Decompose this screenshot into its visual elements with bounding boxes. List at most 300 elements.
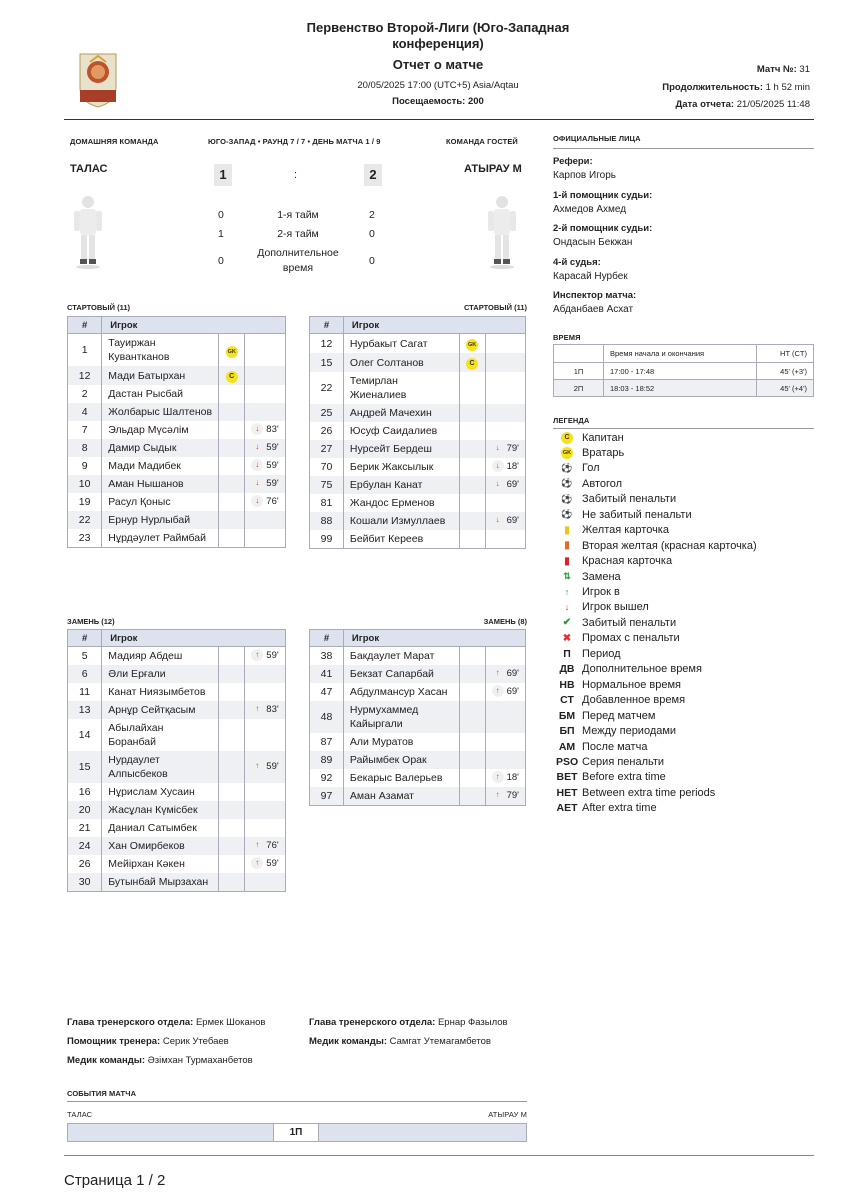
table-row [310,769,526,787]
home-subs-label: ЗАМЕНЬ (12) [67,617,115,626]
legend-label: Перед матчем [582,709,656,722]
legend-item [556,430,624,445]
attendance: Посещаемость: 200 [392,96,484,107]
sub-minute: 83' [266,704,279,715]
table-row [310,647,526,666]
legend-item [556,615,676,630]
col-number-header: # [68,630,102,647]
home-kit-icon [70,193,106,273]
player-name: Али Муратов [343,733,459,751]
player-out-icon: ↓ [492,442,504,454]
player-number: 26 [68,855,102,873]
events-period: 1П [273,1123,319,1142]
player-name: Канат Ниязымбетов [102,683,219,701]
red-card-icon: ▮ [564,555,570,567]
player-name: Нурбакыт Сагат [343,334,459,354]
player-name: Ербулан Канат [343,476,459,494]
legend-item [556,724,676,739]
player-number: 81 [310,494,344,512]
table-row [68,385,286,403]
table-row [68,403,286,421]
player-number: 48 [310,701,344,733]
player-number: 75 [310,476,344,494]
abbr-label: AET [556,802,578,815]
away-staff-item: Медик команды: Самгат Утемагамбетов [309,1036,491,1047]
player-name: Арнұр Сейтқасым [102,701,219,719]
extra-home: 0 [218,255,224,267]
legend-item [556,785,715,800]
half2-label: 2-я тайм [277,228,319,240]
player-number: 97 [310,787,344,806]
table-row [68,439,286,457]
legend-label: Добавленное время [582,694,686,707]
sub-minute: 18' [506,461,519,472]
legend-item [556,538,757,553]
player-name: Нурдаулет Алпысбеков [102,751,219,783]
table-row [310,683,526,701]
legend-label: Красная карточка [582,555,673,568]
substitution-icon: ⇅ [563,571,571,582]
player-number: 89 [310,751,344,769]
away-subs-table [309,629,526,806]
abbr-label: BET [556,771,578,784]
sub-minute: 69' [506,668,519,679]
table-row [68,801,286,819]
player-in-icon: ↑ [251,839,263,851]
table-row [310,701,526,733]
page-number: Страница 1 / 2 [64,1172,166,1189]
player-number: 23 [68,529,102,548]
home-starting-table [67,316,286,548]
player-number: 1 [68,334,102,367]
player-name: Берик Жаксылык [343,458,459,476]
table-row [68,511,286,529]
legend-label: Автогол [582,477,623,490]
time-header-ht: HT (CT) [756,345,813,363]
legend-label: Забитый пенальти [582,616,677,629]
player-number: 4 [68,403,102,421]
legend-label: Замена [582,570,621,583]
player-name: Дастан Рысбай [102,385,219,403]
captain-icon: C [466,358,478,370]
player-number: 22 [68,511,102,529]
legend-item [556,476,622,491]
legend-item [556,585,620,600]
home-subs-table [67,629,286,892]
legend-label: Before extra time [582,771,666,784]
player-name: Мади Мадибек [102,457,219,475]
table-row [310,733,526,751]
report-date: Дата отчета: 21/05/2025 11:48 [675,99,810,110]
col-player-header: Игрок [343,630,525,647]
abbr-label: П [563,647,571,660]
legend-item [556,445,624,460]
match-duration: Продолжительность: 1 h 52 min [662,82,810,93]
table-row [68,647,286,666]
player-number: 14 [68,719,102,751]
home-team-name: ТАЛАС [70,163,108,175]
official-role: 4-й судья: [553,256,601,268]
col-player-header: Игрок [102,317,286,334]
legend-label: Желтая карточка [582,524,669,537]
sub-minute: 83' [266,424,279,435]
player-name: Даниал Сатымбек [102,819,219,837]
legend-item [556,739,647,754]
away-score: 2 [364,164,382,186]
sub-minute: 59' [266,460,279,471]
captain-icon: C [561,432,573,444]
table-row [310,665,526,683]
player-name: Әли Ерғали [102,665,219,683]
table-row [68,457,286,475]
table-row [68,665,286,683]
table-row [68,475,286,493]
player-number: 27 [310,440,344,458]
player-number: 26 [310,422,344,440]
player-number: 21 [68,819,102,837]
table-row [68,529,286,548]
events-caption: СОБЫТИЯ МАТЧА [67,1089,137,1098]
player-name: Бутынбай Мырзахан [102,873,219,892]
abbr-label: HET [556,786,578,799]
table-row [310,372,526,404]
col-number-header: # [310,317,344,334]
legend-item [556,461,600,476]
legend-item [556,708,655,723]
legend-label: Между периодами [582,725,677,738]
legend-item [556,523,669,538]
events-away: АТЫРАУ М [488,1110,527,1119]
penalty-scored-icon: ⚽ [561,493,573,504]
goalkeeper-icon: GK [226,346,238,358]
legend-label: Дополнительное время [582,663,702,676]
legend-label: Вратарь [582,446,625,459]
player-in-icon: ↑ [492,667,504,679]
player-out-icon: ↓ [251,423,263,435]
table-row [68,751,286,783]
abbr-label: БМ [558,709,576,722]
time-ht: 45' (+4') [756,380,813,397]
goalkeeper-icon: GK [466,339,478,351]
table-row [310,530,526,549]
player-number: 25 [310,404,344,422]
official-role: Инспектор матча: [553,290,637,301]
away-kit-icon [484,193,520,273]
sub-minute: 79' [506,790,519,801]
sub-minute: 69' [506,479,519,490]
legend-item [556,693,685,708]
legend-caption: ЛЕГЕНДА [553,416,590,425]
player-out-icon: ↓ [251,495,263,507]
sub-minute: 18' [506,772,519,783]
own-goal-icon: ⚽ [561,478,573,489]
sub-minute: 59' [266,858,279,869]
col-player-header: Игрок [343,317,525,334]
player-number: 11 [68,683,102,701]
player-name: Мади Батырхан [102,366,219,385]
match-datetime: 20/05/2025 17:00 (UTC+5) Asia/Aqtau [357,80,519,91]
legend-label: Период [582,647,621,660]
player-in-icon: ↑ [492,771,504,783]
player-name: Жандос Ерменов [343,494,459,512]
half2-home: 1 [218,228,224,240]
legend-label: Не забитый пенальти [582,508,692,521]
table-row [310,494,526,512]
check-icon: ✔ [562,617,572,629]
away-starting-label: СТАРТОВЫЙ (11) [463,303,527,312]
player-number: 87 [310,733,344,751]
player-number: 92 [310,769,344,787]
player-name: Ернур Нурлыбай [102,511,219,529]
sub-minute: 69' [506,686,519,697]
sub-minute: 59' [266,650,279,661]
player-number: 20 [68,801,102,819]
player-in-icon: ↑ [564,586,570,597]
col-number-header: # [68,317,102,334]
player-number: 7 [68,421,102,439]
sub-minute: 59' [266,442,279,453]
time-range: 18:03 - 18:52 [604,380,757,397]
legend-item [556,492,676,507]
home-staff-item: Глава тренерского отдела: Ермек Шоканов [67,1017,266,1028]
player-number: 12 [68,366,102,385]
legend-item [556,600,649,615]
legend-item [556,554,672,569]
player-name: Бакдаулет Марат [343,647,459,666]
player-name: Нұрислам Хусаин [102,783,219,801]
player-name: Аман Азамат [343,787,459,806]
home-caption: ДОМАШНЯЯ КОМАНДА [70,137,159,146]
player-name: Тауиржан Кувантканов [102,334,219,367]
legend-label: Нормальное время [582,678,681,691]
player-name: Жолбарыс Шалтенов [102,403,219,421]
player-number: 41 [310,665,344,683]
sub-minute: 59' [266,761,279,772]
legend-item [556,770,666,785]
second-yellow-icon: ▮ [564,540,570,552]
match-number: Матч №: 31 [756,64,810,75]
time-ht: 45' (+3') [756,363,813,380]
player-number: 8 [68,439,102,457]
legend-item [556,801,657,816]
extra-away: 0 [369,255,375,267]
player-in-icon: ↑ [251,703,263,715]
table-row [310,458,526,476]
legend-item [556,646,621,661]
player-name: Бекзат Сапарбай [343,665,459,683]
player-number: 13 [68,701,102,719]
table-row [68,421,286,439]
cross-icon: ✖ [562,632,572,644]
player-out-icon: ↓ [251,441,263,453]
report-title: Первенство Второй-Лиги (Юго-Западная конференция) [306,20,570,51]
abbr-label: НВ [559,678,575,691]
sub-minute: 69' [506,515,519,526]
legend-item [556,631,680,646]
legend-label: Игрок вышел [582,601,649,614]
table-row [68,701,286,719]
header-divider [64,119,814,120]
half1-home: 0 [218,209,224,221]
away-starting-table [309,316,526,549]
sub-minute: 59' [266,478,279,489]
legend-label: Игрок в [582,586,620,598]
col-number-header: # [310,630,344,647]
footer-divider [64,1155,814,1156]
player-number: 15 [68,751,102,783]
sub-minute: 76' [266,840,279,851]
legend-item [556,507,692,522]
table-row [68,719,286,751]
legend-label: Промах с пенальти [582,632,680,645]
col-player-header: Игрок [102,630,286,647]
player-out-icon: ↓ [251,477,263,489]
player-out-icon: ↓ [564,601,570,612]
goalkeeper-icon: GK [561,447,573,459]
time-period: 1П [554,363,604,380]
time-caption: ВРЕМЯ [553,333,581,342]
table-row [310,476,526,494]
captain-icon: C [226,371,238,383]
legend-divider [553,428,814,429]
official-name: Карпов Игорь [553,170,616,181]
yellow-card-icon: ▮ [564,524,570,536]
player-name: Юсуф Саидалиев [343,422,459,440]
half1-label: 1-я тайм [277,209,319,221]
officials-caption: ОФИЦИАЛЬНЫЕ ЛИЦА [553,134,641,143]
player-name: Расул Қоныс [102,493,219,511]
player-name: Нурсейт Бердеш [343,440,459,458]
official-name: Карасай Нурбек [553,270,628,282]
official-role: 2-й помощник судьи: [553,223,653,234]
table-row [68,334,286,367]
player-number: 47 [310,683,344,701]
abbr-label: АМ [558,740,576,753]
player-number: 24 [68,837,102,855]
player-number: 12 [310,334,344,354]
player-name: Нұрдәулет Раймбай [102,529,219,548]
table-row [68,837,286,855]
player-number: 2 [68,385,102,403]
official-name: Ахмедов Ахмед [553,203,627,215]
player-name: Абдулмансур Хасан [343,683,459,701]
officials-divider [553,148,814,149]
legend-label: Between extra time periods [582,786,716,799]
half1-away: 2 [369,209,375,221]
abbr-label: PSO [556,755,579,768]
player-number: 99 [310,530,344,549]
player-name: Хан Омирбеков [102,837,219,855]
player-name: Эльдар Мүсәлім [102,421,219,439]
table-row [310,353,526,372]
player-number: 70 [310,458,344,476]
table-row [68,873,286,892]
player-name: Темирлан Жиеналиев [343,372,459,404]
table-row [68,493,286,511]
abbr-label: БП [559,725,575,738]
table-row [310,787,526,806]
legend-label: Гол [582,462,600,475]
player-out-icon: ↓ [492,478,504,490]
away-staff-item: Глава тренерского отдела: Ернар Фазылов [309,1017,508,1028]
events-divider [67,1101,527,1102]
table-row [68,783,286,801]
player-name: Райымбек Орак [343,751,459,769]
player-number: 6 [68,665,102,683]
extra-label: Дополнительное время [257,247,339,274]
player-name: Аман Нышанов [102,475,219,493]
home-score: 1 [214,164,232,186]
away-caption: КОМАНДА ГОСТЕЙ [446,137,518,146]
table-row [310,512,526,530]
legend-item [556,662,702,677]
home-staff-item: Помощник тренера: Серик Утебаев [67,1036,229,1047]
table-row [310,751,526,769]
official-name: Ондасын Бекжан [553,237,633,248]
legend-label: Капитан [582,431,624,444]
table-row [310,334,526,354]
legend-label: After extra time [582,802,657,815]
player-name: Олег Солтанов [343,353,459,372]
score-separator: : [294,169,298,181]
player-number: 9 [68,457,102,475]
player-out-icon: ↓ [492,514,504,526]
time-table [553,344,814,397]
player-name: Андрей Мачехин [343,404,459,422]
goal-icon: ⚽ [561,462,573,473]
table-row [310,404,526,422]
player-name: Дамир Сыдык [102,439,219,457]
player-out-icon: ↓ [251,459,263,471]
away-team-name: АТЫРАУ М [464,163,522,175]
round-caption: ЮГО-ЗАПАД • РАУНД 7 / 7 • ДЕНЬ МАТЧА 1 / 9 [208,137,381,146]
table-row [68,819,286,837]
away-subs-label: ЗАМЕНЬ (8) [483,617,527,626]
player-name: Мадияр Абдеш [102,647,219,666]
player-number: 16 [68,783,102,801]
legend-label: После матча [582,740,648,753]
player-in-icon: ↑ [492,685,504,697]
player-name: Бекарыс Валерьев [343,769,459,787]
table-row [68,366,286,385]
sub-minute: 79' [506,443,519,454]
legend-label: Вторая желтая (красная карточка) [582,539,757,552]
home-starting-label: СТАРТОВЫЙ (11) [67,303,131,312]
player-name: Кошали Измуллаев [343,512,459,530]
time-header-blank [554,345,604,363]
table-row [310,440,526,458]
time-period: 2П [554,380,604,397]
official-role: 1-й помощник судьи: [553,189,653,201]
events-home: ТАЛАС [67,1110,93,1119]
player-name: Бейбит Кереев [343,530,459,549]
legend-label: Забитый пенальти [582,493,677,506]
legend-label: Серия пенальти [582,755,665,768]
time-range: 17:00 - 17:48 [604,363,757,380]
player-name: Мейірхан Кәкен [102,855,219,873]
player-in-icon: ↑ [492,789,504,801]
penalty-missed-icon: ⚽ [561,509,573,520]
sub-minute: 76' [266,496,279,507]
player-number: 19 [68,493,102,511]
player-number: 5 [68,647,102,666]
player-number: 22 [310,372,344,404]
player-name: Абылайхан Боранбай [102,719,219,751]
table-row [310,422,526,440]
legend-item [556,569,621,584]
official-name: Абданбаев Асхат [553,304,634,315]
player-number: 88 [310,512,344,530]
